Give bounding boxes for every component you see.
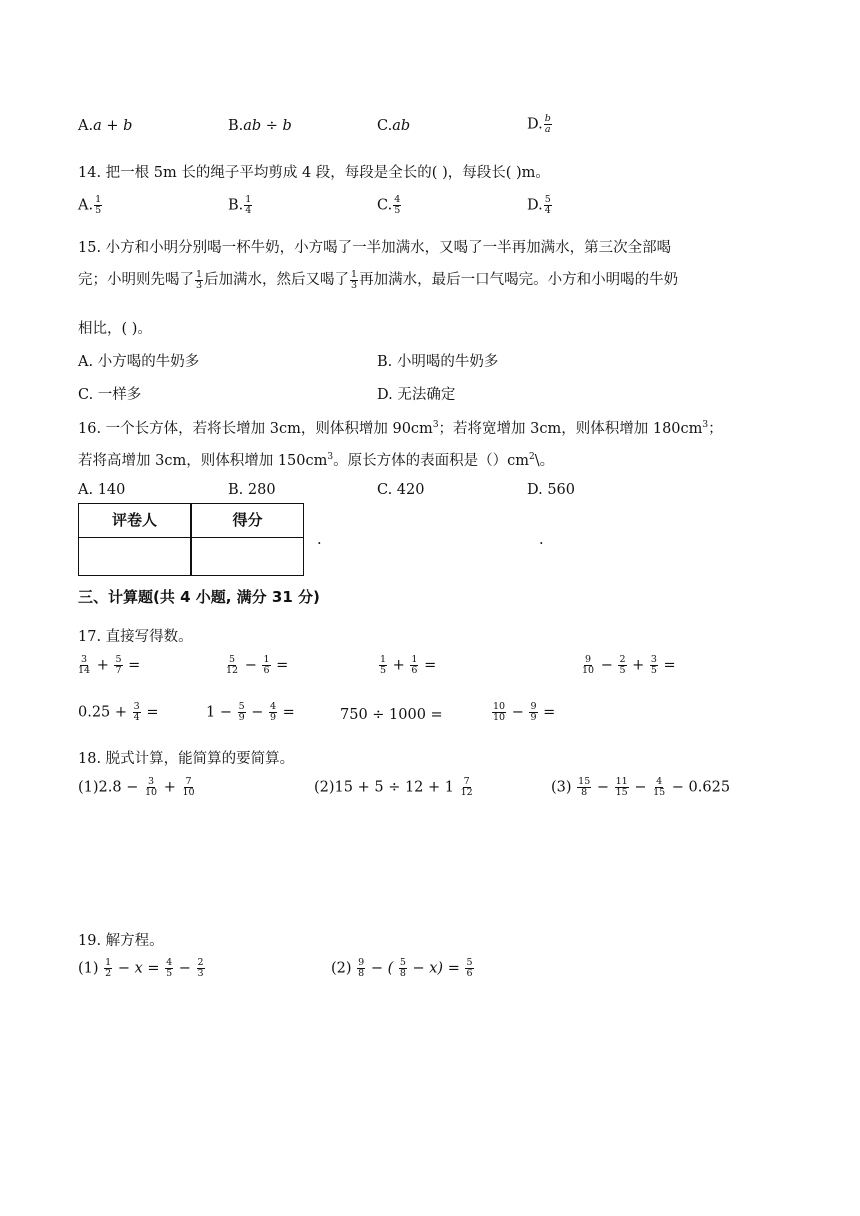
q17-item-1: $\frac{3}{14}$ + $\frac{5}{7}$ = [78, 654, 141, 676]
q17-item-7: 750 ÷ 1000 = [340, 707, 443, 723]
q16-option-d: D. 560 [527, 482, 576, 498]
q15-line-2: 完；小明则先喝了 $\frac{1}{3}$ 后加满水，然后又喝了 $\frac{1}{3}$ 再加满水，最后一口气喝完。小方和小明喝的牛奶 [78, 268, 679, 291]
q13-option-c: C.ab [377, 118, 411, 134]
score-table-score-header: 得分 [232, 511, 263, 529]
q15-line-3: 相比，( )。 [78, 321, 152, 337]
q13-option-b: B.ab ÷ b [228, 118, 292, 134]
q14-option-c: C. $\frac{4}{5}$ [377, 194, 401, 216]
q19-part-1: (1) $\frac{1}{2}$ − x = $\frac{4}{5}$ − $\frac{2}{3}$ [78, 957, 204, 979]
q14-option-b: B. $\frac{1}{4}$ [228, 194, 252, 216]
q18-part-1: (1)2.8 − $\frac{3}{10}$ + $\frac{7}{10}$ [78, 776, 195, 798]
q16-option-a: A. 140 [78, 482, 126, 498]
dot-mark: . [539, 532, 544, 548]
q17-item-4: $\frac{9}{10}$ − $\frac{2}{5}$ + $\frac{3}{5}$ = [582, 654, 676, 676]
q17-title: 17. 直接写得数。 [78, 629, 193, 645]
dot-mark: . [317, 532, 322, 548]
score-table [78, 503, 304, 576]
q18-part-2: (2)15 + 5 ÷ 12 + 1 $\frac{7}{12}$ [314, 776, 473, 798]
q13-option-a: A.a + b [78, 118, 133, 134]
q18-part-3: (3) $\frac{15}{8}$ − $\frac{11}{15}$ − $\frac{4}{15}$ − 0.625 [551, 776, 731, 798]
q13-option-d: D. $\frac{b}{a}$ [527, 113, 551, 135]
q15-option-b: B. 小明喝的牛奶多 [377, 354, 499, 370]
score-table-grader-header: 评卷人 [111, 511, 157, 529]
q17-item-8: $\frac{10}{10}$ − $\frac{9}{9}$ = [493, 701, 556, 723]
q19-title: 19. 解方程。 [78, 933, 164, 949]
q17-item-5: 0.25 + $\frac{3}{4}$ = [78, 701, 159, 723]
section-3-title: 三、计算题(共 4 小题, 满分 31 分) [78, 588, 320, 606]
q17-item-3: $\frac{1}{5}$ + $\frac{1}{6}$ = [380, 654, 437, 676]
q18-title: 18. 脱式计算，能简算的要简算。 [78, 751, 295, 767]
q16-line-1: 16. 一个长方体，若将长增加 3cm，则体积增加 $90cm^3$；若将宽增加 3cm，则体积增加 $180cm^3$； [78, 420, 723, 437]
q14-option-a: A. $\frac{1}{5}$ [78, 194, 102, 216]
q14-option-d: D. $\frac{5}{4}$ [527, 194, 551, 216]
q17-item-6: 1 − $\frac{5}{9}$ − $\frac{4}{9}$ = [206, 701, 295, 723]
q15-option-d: D. 无法确定 [377, 387, 456, 403]
q16-line-2: 若将高增加 3cm，则体积增加 $150cm^3$。原长方体的表面积是$()cm^2\backslash$。 [78, 452, 555, 469]
q15-option-a: A. 小方喝的牛奶多 [78, 354, 200, 370]
q16-option-c: C. 420 [377, 482, 425, 498]
q15-option-c: C. 一样多 [78, 387, 142, 403]
q14-question: 14. 把一根 5m 长的绳子平均剪成 4 段，每段是全长的( )，每段长( )m。 [78, 165, 550, 181]
q17-item-2: $\frac{5}{12}$ − $\frac{1}{6}$ = [226, 654, 289, 676]
q16-option-b: B. 280 [228, 482, 276, 498]
q15-line-1: 15. 小方和小明分别喝一杯牛奶，小方喝了一半加满水，又喝了一半再加满水，第三次全部喝 [78, 240, 672, 256]
q19-part-2: (2) $\frac{9}{8}$ − ( $\frac{5}{8}$ − x) = $\frac{5}{6}$ [331, 957, 473, 979]
